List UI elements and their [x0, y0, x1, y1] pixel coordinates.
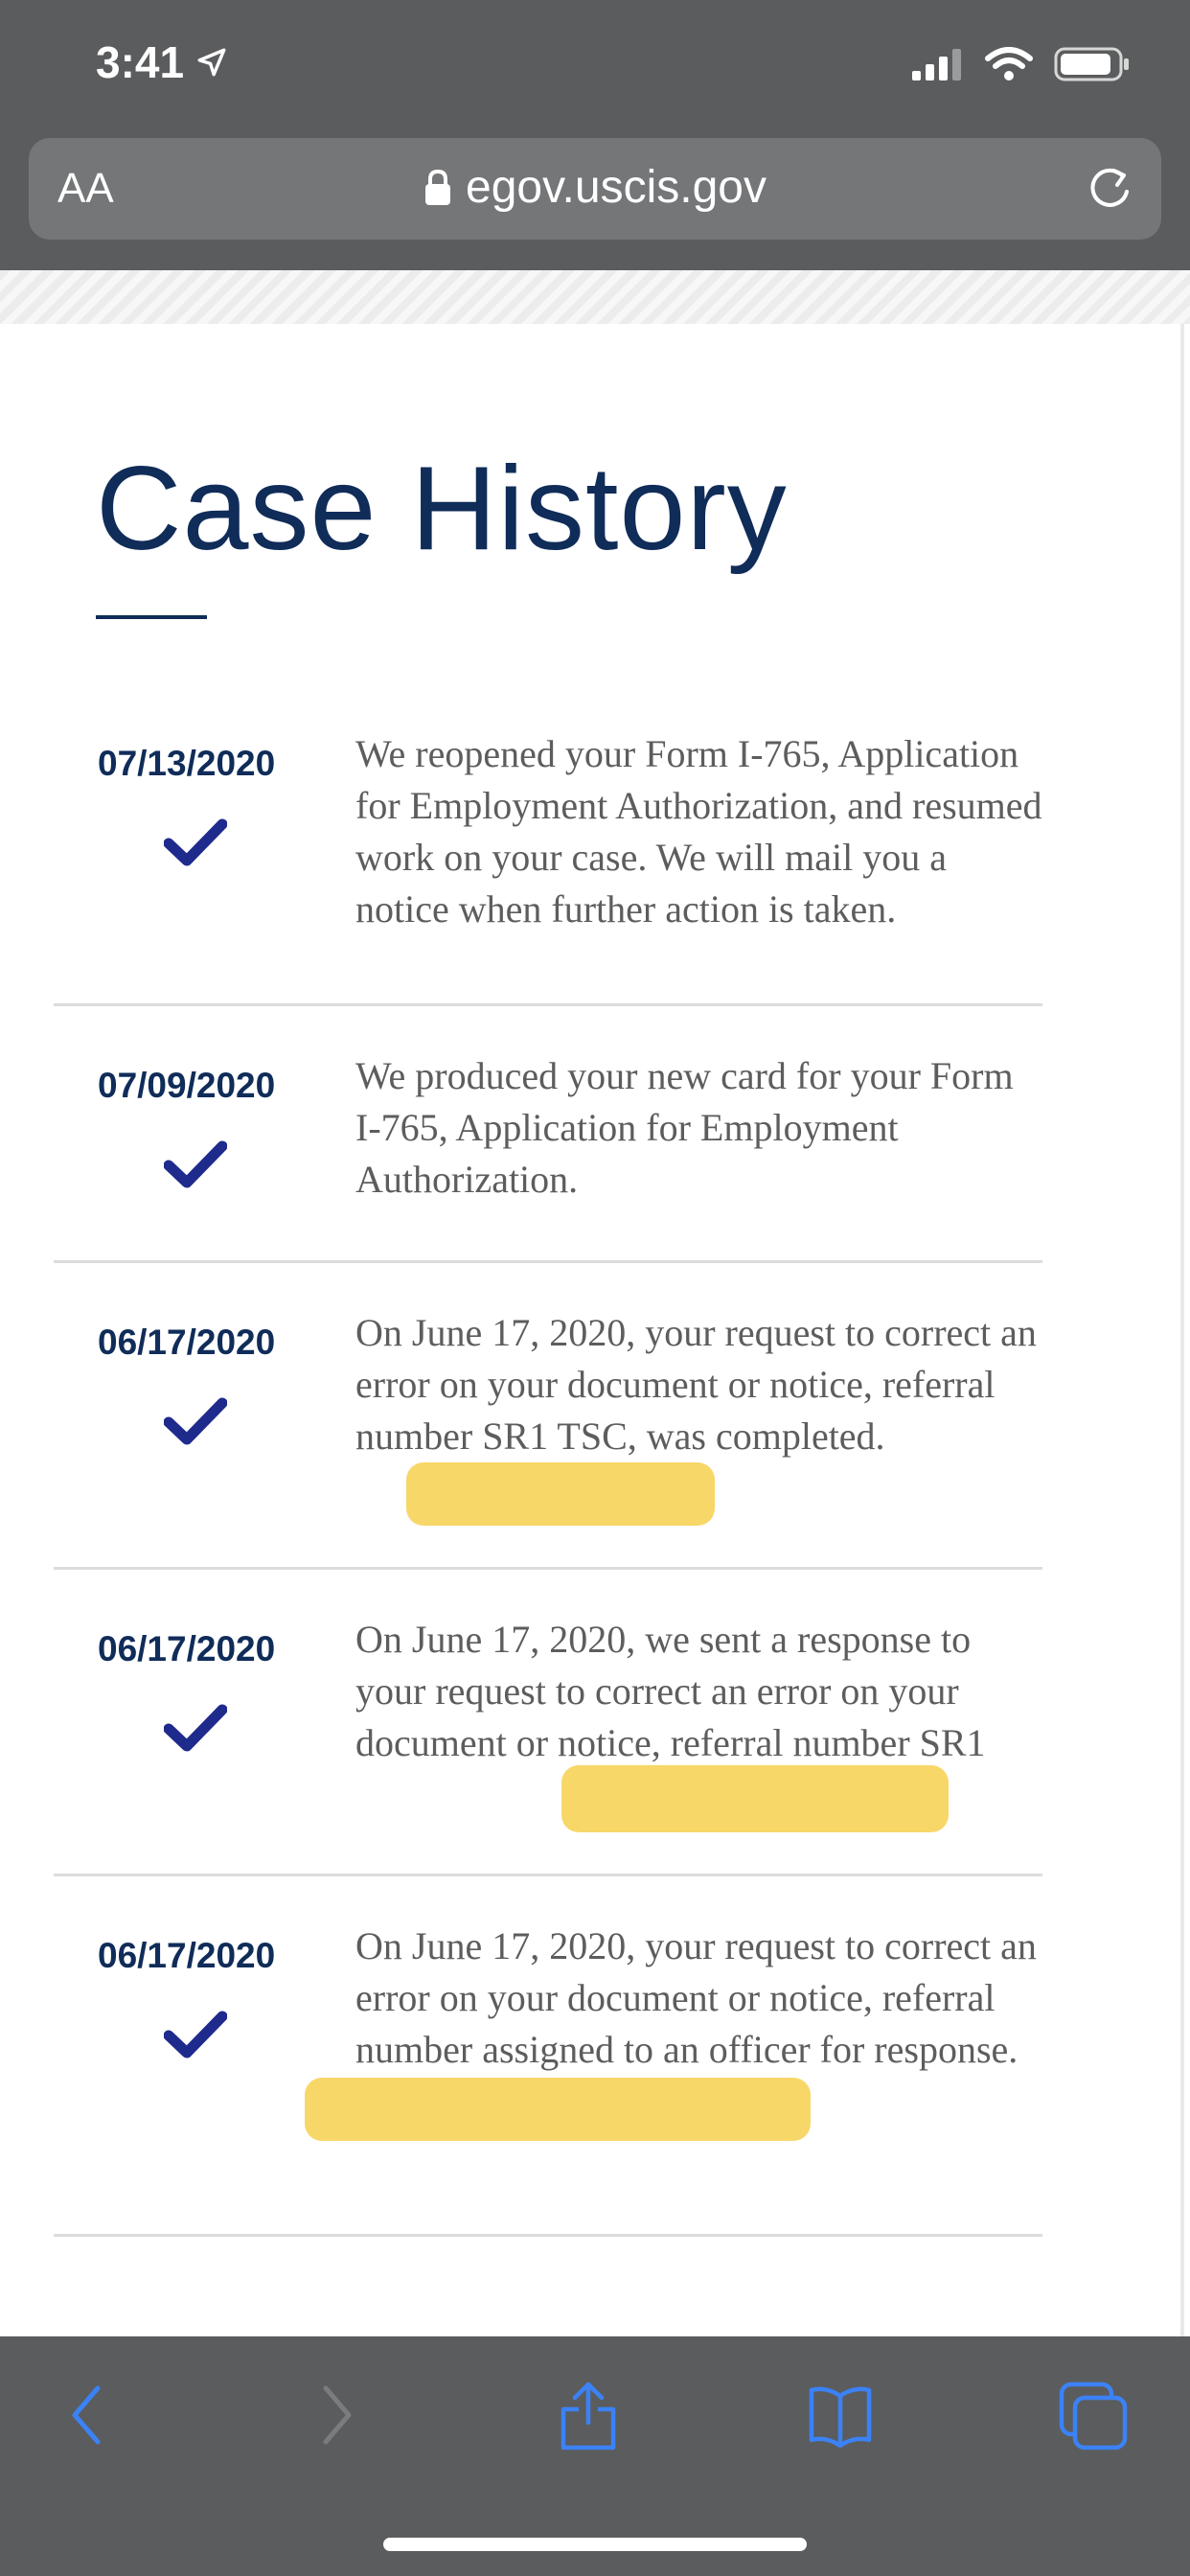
entry-description: We reopened your Form I-765, Application for Employment Authorization, and resumed work on your case. We will mail you a notice when further action is taken. [355, 732, 1042, 931]
forward-button[interactable] [312, 2379, 360, 2456]
tabs-icon [1058, 2379, 1129, 2451]
redaction-highlight [305, 2078, 811, 2141]
text-size-button[interactable]: AA [57, 165, 114, 212]
url-field[interactable] [29, 161, 1161, 214]
entry-date: 07/09/2020 [98, 1066, 276, 1105]
status-time: 3:41 [96, 36, 228, 88]
back-icon [63, 2379, 111, 2451]
status-indicators [910, 46, 1131, 82]
share-icon [558, 2379, 619, 2451]
back-button[interactable] [63, 2379, 111, 2456]
url-text: egov.uscis.gov [466, 162, 767, 213]
entry-description: On June 17, 2020, your request to correct an error on your document or notice, referral number SR1 TSC, was completed. [355, 1311, 1037, 1458]
wifi-icon [985, 47, 1033, 81]
checkmark-icon [164, 1704, 227, 1754]
browser-top-bar [0, 0, 1190, 270]
entry-description: On June 17, 2020, we sent a response to your request to correct an error on your document or notice, referral number SR1 [355, 1618, 986, 1764]
reload-icon [1085, 163, 1134, 213]
location-arrow-icon [195, 46, 228, 79]
case-history-page [0, 324, 1184, 2336]
checkmark-icon [164, 1140, 227, 1190]
bookmarks-icon [807, 2379, 874, 2451]
redaction-highlight [406, 1462, 715, 1526]
checkmark-icon [164, 818, 227, 868]
page-edge-divider [0, 270, 1190, 324]
history-entry [54, 1570, 1042, 1876]
share-button[interactable] [558, 2379, 619, 2456]
entry-date: 06/17/2020 [98, 1629, 276, 1668]
bookmarks-button[interactable] [807, 2379, 874, 2456]
entry-date: 06/17/2020 [98, 1322, 276, 1362]
tabs-button[interactable] [1058, 2379, 1129, 2456]
history-entry [54, 686, 1042, 1006]
page-title: Case History [96, 443, 788, 575]
checkmark-icon [164, 1397, 227, 1447]
history-entry [54, 1876, 1042, 2237]
entry-description: On June 17, 2020, your request to correct an error on your document or notice, referral number assigned to an officer for response. [355, 1924, 1037, 2071]
history-entry [54, 1263, 1042, 1570]
signal-icon [910, 48, 964, 80]
title-underline [96, 615, 207, 619]
home-indicator[interactable] [383, 2538, 807, 2551]
reload-button[interactable] [1085, 163, 1134, 218]
history-entry [54, 1006, 1042, 1263]
redaction-highlight [561, 1765, 949, 1832]
entry-description: We produced your new card for your Form I-765, Application for Employment Authorization. [355, 1054, 1014, 1201]
entry-date: 06/17/2020 [98, 1936, 276, 1975]
address-bar[interactable] [29, 138, 1161, 240]
entry-date: 07/13/2020 [98, 744, 276, 783]
forward-icon [312, 2379, 360, 2451]
battery-icon [1054, 46, 1131, 82]
lock-icon [423, 169, 452, 207]
checkmark-icon [164, 2011, 227, 2060]
